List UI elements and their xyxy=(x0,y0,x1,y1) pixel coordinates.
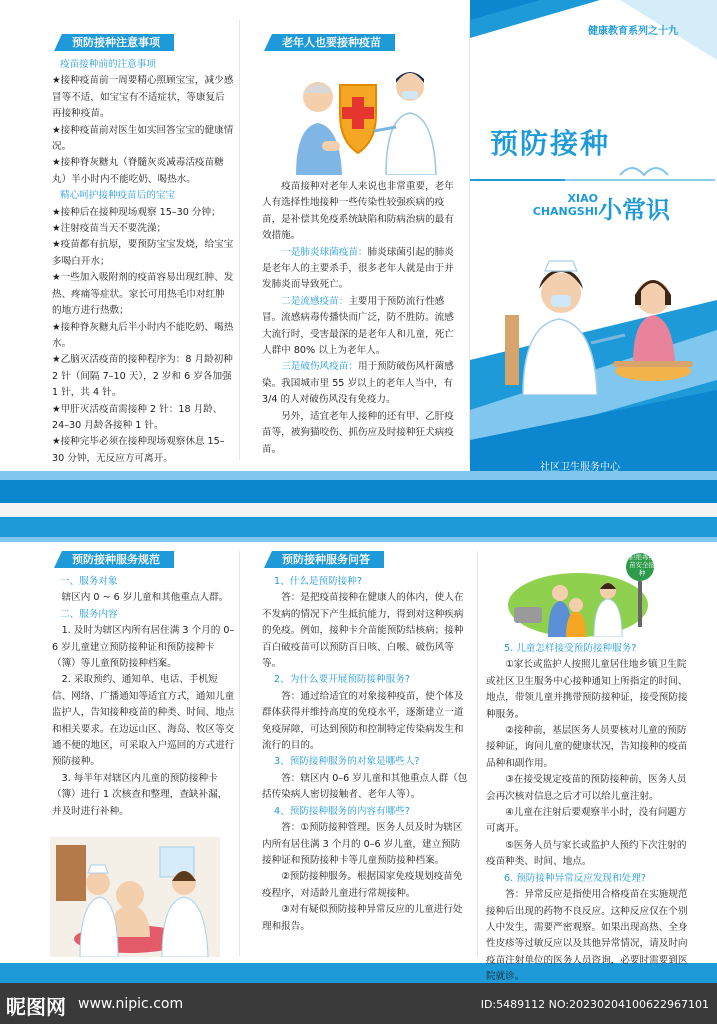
watermark-bar xyxy=(0,983,717,1024)
cover-subtitle: 小常识 xyxy=(598,196,670,224)
list-item: ★接种脊灰糖丸后半小时内不能吃奶、喝热水。 xyxy=(52,321,234,349)
series-label: 健康教育系列之十九 xyxy=(588,26,678,37)
answer: ⑤医务人员与家长或监护人预约下次注射的疫苗种类、时间、地点。 xyxy=(486,839,687,868)
cover-panel xyxy=(470,0,717,471)
question: 5. 儿童怎样接受预防接种服务? xyxy=(504,643,637,654)
question: 6. 预防接种异常反应发现和处理? xyxy=(504,872,647,884)
watermark-site: www.nipic.com xyxy=(78,996,184,1012)
answer: ①家长或监护人按照儿童居住地乡镇卫生院或社区卫生服务中心接种通知上所指定的时间、地点，带领儿童并携带预防接种证，接受预防接种服务。 xyxy=(486,659,688,720)
nurse-child-illustration xyxy=(505,245,705,395)
watermark-id: ID:5489112 NO:20230204100622967101 xyxy=(480,998,709,1011)
panel-precautions xyxy=(52,34,234,467)
baby-doctor-illustration xyxy=(50,837,220,957)
list-item: ★乙脑灭活疫苗的接种程序为：8 月龄初种 2 针（间隔 7–10 天），2 岁和 6 岁各加强 1 针，共 4 针。 xyxy=(52,354,233,399)
answer: ③在接受规定疫苗的预防接种前，医务人员会再次核对信息之后才可以给儿童注射。 xyxy=(486,774,687,802)
subheading: 二、服务内容 xyxy=(60,608,118,620)
answer: 答：是把疫苗接种在健康人的体内，使人在不发病的情况下产生抵抗能力，得到对这种疾病的免疫。例如，接种卡介苗能预防结核病；接种百白破疫苗可以预防百日咳、白喉、破伤风等等。 xyxy=(262,592,464,670)
subheading: 一、服务对象 xyxy=(60,576,118,587)
organization-name: 社区卫生服务中心 xyxy=(540,462,620,471)
vaccine-label: 三是破伤风疫苗： xyxy=(281,361,358,373)
answer: 答：通过给适宜的对象接种疫苗，使个体及群体获得并维持高度的免疫水平，逐渐建立一道免疫屏障，可达到预防和控制特定传染病发生和流行的目的。 xyxy=(262,690,464,752)
paragraph: 主要用于预防流行性感冒。流感病毒传播快而广泛，防不胜防。流感大流行时，受害最深的是老年人和儿童，死亡人群中 80% 以上为老年人。 xyxy=(262,295,454,357)
sign-text: 拒绝毒疫苗安全接种 xyxy=(629,553,655,577)
section-header: 预防接种服务问答 xyxy=(262,551,384,568)
list-item: ★甲肝灭活疫苗需接种 2 针：18 月龄、24–30 月龄各接种 1 针。 xyxy=(52,403,223,431)
question: 4、预防接种服务的内容有哪些? xyxy=(274,805,410,817)
bottom-band-light xyxy=(0,471,717,480)
top-band xyxy=(0,517,717,537)
question: 1、什么是预防接种? xyxy=(274,576,362,587)
section-header: 预防接种注意事项 xyxy=(52,34,174,51)
list-item: 3. 每半年对辖区内儿童的预防接种卡（簿）进行 1 次核查和整理，查缺补漏，并及时进行补种。 xyxy=(52,772,228,817)
panel-elderly xyxy=(262,34,458,458)
question: 2、为什么要开展预防接种服务? xyxy=(274,674,410,686)
pinyin-line2: CHANGSHI xyxy=(532,205,598,218)
answer: ④儿童在注射后要观察半小时，没有问题方可离开。 xyxy=(486,807,687,835)
panel-service-qa xyxy=(262,551,468,935)
paragraph: 用于预防破伤风杆菌感染。我国城市里 55 岁以上的老年人当中，有 3/4 的人对破伤风没有免疫力。 xyxy=(262,361,454,406)
pinyin-line1: XIAO xyxy=(567,192,598,205)
paragraph: 肺炎球菌引起的肺炎是老年人的主要杀手，很多老年人就是由于并发肺炎而导致死亡。 xyxy=(262,246,454,291)
answer: 答：①预防接种管理。医务人员及时为辖区内所有居住满 3 个月的 0–6 岁儿童，建立预防接种证和预防接种卡等儿童预防接种档案。 xyxy=(262,822,463,866)
panel-divider xyxy=(477,551,478,956)
cover-background xyxy=(470,0,717,471)
list-item: ★接种完毕必须在接种现场观察休息 15–30 分钟，无反应方可离开。 xyxy=(52,436,225,464)
vaccine-label: 二是流感疫苗： xyxy=(281,295,349,307)
cover-title: 预防接种 xyxy=(490,127,611,160)
paragraph: 疫苗接种对老年人来说也非常重要，老年人有选择性地接种一些传染性较强疾病的疫苗，是补偿其免疫系统缺陷和防病治病的最有效措施。 xyxy=(262,181,454,242)
panel-service-standard xyxy=(52,551,236,820)
top-band-light xyxy=(0,537,717,542)
panel-divider xyxy=(239,20,240,460)
answer: 答：异常反应是指使用合格疫苗在实施规范接种后出现的药物不良反应。这种反应仅在个别人中发生，需要严密观察。如果出现高热、全身性皮疹等过敏反应以及其他异常情况，请及时向疫苗注射单位的医务人员咨询，必要时需要到医院就诊。 xyxy=(486,889,688,983)
list-item: 1. 及时为辖区内所有居住满 3 个月的 0–6 岁儿童建立预防接种证和预防接种卡（簿）等儿童预防接种档案。 xyxy=(52,625,235,670)
elderly-vaccination-illustration xyxy=(262,57,458,175)
list-item: ★接种后在接种现场观察 15–30 分钟； xyxy=(52,206,221,218)
answer: 答：辖区内 0–6 岁儿童和其他重点人群（包括传染病人密切接触者、老年人等）。 xyxy=(262,772,468,801)
panel-divider xyxy=(239,551,240,956)
brochure-outside xyxy=(0,0,717,503)
list-item: ★一些加入吸附剂的疫苗容易出现红肿、发热、疼痛等症状。家长可用热毛巾对红肿的地方进行热敷； xyxy=(52,272,234,317)
list-item: ★注射疫苗当天不要洗澡； xyxy=(52,223,167,235)
list-item: ★接种疫苗前一周要精心照顾宝宝，减少感冒等不适，如宝宝有不适症状，等康复后再接种疫苗。 xyxy=(52,75,234,120)
list-item: 2. 采取预约、通知单、电话、手机短信、网络、广播通知等适宜方式，通知儿童监护人，告知接种疫苗的种类、时间、地点和相关要求。在边远山区、海岛、牧区等交通不便的地区，可采取入户巡回的方式进行预防接种。 xyxy=(52,674,235,768)
list-item: ★接种疫苗前对医生如实回答宝宝的健康情况。 xyxy=(52,124,234,153)
section-header: 老年人也要接种疫苗 xyxy=(262,34,395,51)
list-item: ★疫苗都有抗原，要预防宝宝发烧，给宝宝多喝白开水； xyxy=(52,239,234,267)
paragraph: 另外，适宜老年人接种的还有甲、乙肝疫苗等，被狗猫咬伤、抓伤应及时接种狂犬病疫苗。 xyxy=(262,410,454,455)
paragraph: 辖区内 0 ~ 6 岁儿童和其他重点人群。 xyxy=(61,592,229,604)
subheading: 精心呵护接种疫苗后的宝宝 xyxy=(60,190,176,202)
answer: ②预防接种服务。根据国家免疫规划疫苗免疫程序，对适龄儿童进行常规接种。 xyxy=(262,871,463,899)
list-item: ★接种脊灰糖丸（脊髓灰炎减毒活疫苗糖丸）半小时内不能吃奶、喝热水。 xyxy=(52,157,224,185)
section-header: 预防接种服务规范 xyxy=(52,551,174,568)
subheading: 疫苗接种前的注意事项 xyxy=(60,59,156,70)
answer: ②接种前，基层医务人员要核对儿童的预防接种证，询问儿童的健康状况，告知接种的疫苗品种和副作用。 xyxy=(486,725,688,769)
brochure-inside xyxy=(0,517,717,983)
panel-qa-continued xyxy=(486,549,692,983)
vaccine-label: 一是肺炎球菌疫苗： xyxy=(281,246,368,258)
bottom-band xyxy=(0,480,717,503)
question: 3、预防接种服务的对象是哪些人? xyxy=(274,756,420,768)
answer: ③对有疑似预防接种异常反应的儿童进行处理和报告。 xyxy=(262,904,463,932)
watermark-logo: 昵图网 xyxy=(6,995,66,1019)
